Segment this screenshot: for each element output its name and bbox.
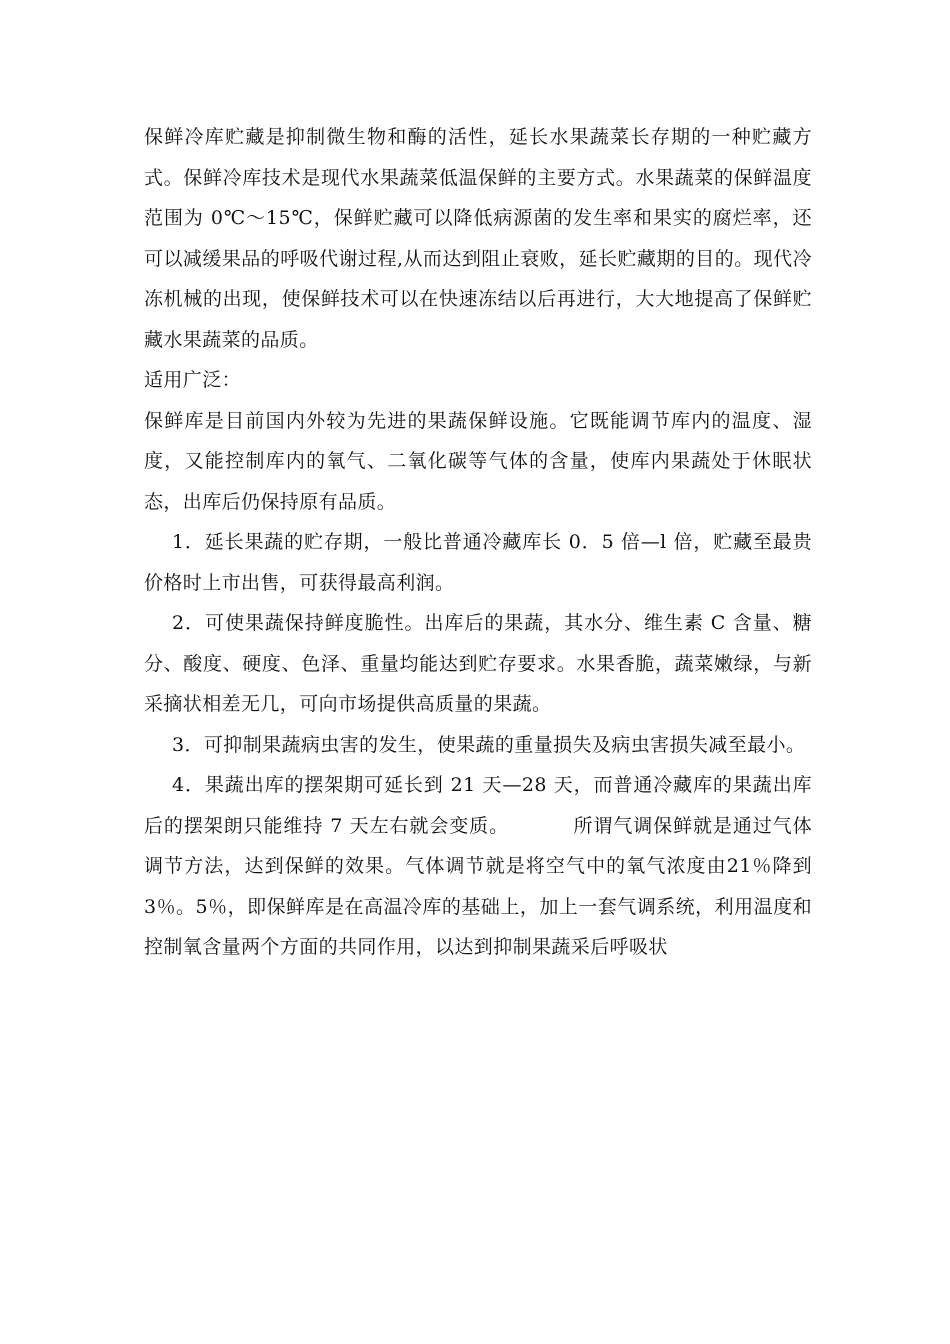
list-item-1: 1．延长果蔬的贮存期，一般比普通冷藏库长 0．5 倍—l 倍，贮藏至最贵价格时上市出售，可获得最高利润。 [144, 531, 812, 594]
list-item-3: 3．可抑制果蔬病虫害的发生，使果蔬的重量损失及病虫害损失减至最小。 [172, 733, 806, 756]
list-item-2: 2．可使果蔬保持鲜度脆性。出库后的果蔬，其水分、维生素 C 含量、糖分、酸度、硬度、色泽、重量均能达到贮存要求。水果香脆，蔬菜嫩绿，与新采摘状相差无几，可向市场提供高质量的果蔬。 [144, 612, 812, 715]
paragraph-intro: 保鲜冷库贮藏是抑制微生物和酶的活性，延长水果蔬菜长存期的一种贮藏方式。保鲜冷库技术是现代水果蔬菜低温保鲜的主要方式。水果蔬菜的保鲜温度范围为 0℃～15℃，保鲜贮藏可以降低病源菌的发生率和果实的腐烂率，还可以减缓果品的呼吸代谢过程,从而达到阻止衰败，延长贮藏期的目的。现代冷冻机械的出现，使保鲜技术可以在快速冻结以后再进行，大大地提高了保鲜贮藏水果蔬菜的品质。 [144, 126, 812, 351]
list-item-4 [144, 765, 812, 968]
paragraph-overview: 保鲜库是目前国内外较为先进的果蔬保鲜设施。它既能调节库内的温度、湿度，又能控制库内的氧气、二氧化碳等气体的含量，使库内果蔬处于休眠状态，出库后仍保持原有品质。 [144, 409, 812, 513]
document-body [144, 117, 812, 968]
paragraph-controlled-atmosphere: 所谓气调保鲜就是通过气体调节方法，达到保鲜的效果。气体调节就是将空气中的氧气浓度由21％降到3％。5％，即保鲜库是在高温冷库的基础上，加上一套气调系统，利用温度和控制氧含量两个方面的共同作用，以达到抑制果蔬采后呼吸状 [144, 814, 813, 958]
section-heading: 适用广泛： [144, 369, 242, 391]
list-item-4-text: 4．果蔬出库的摆架期可延长到 21 天—28 天，而普通冷藏库的果蔬出库后的摆架朗只能维持 7 天左右就会变质。 [144, 774, 812, 837]
